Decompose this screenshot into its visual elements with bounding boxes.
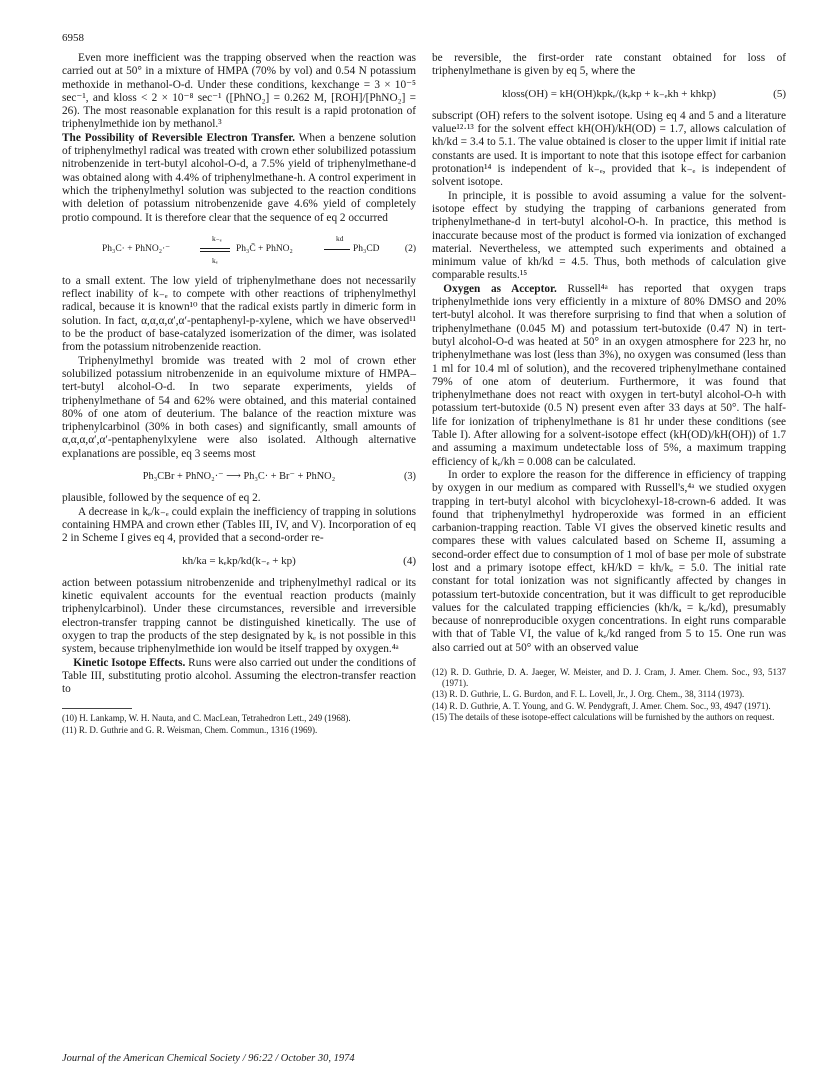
journal-footer: Journal of the American Chemical Society / 96:22 / October 30, 1974: [62, 1053, 355, 1064]
paragraph: In order to explore the reason for the difference in efficiency of trapping by oxygen in our medium as compared with Russell's,⁴ᵃ we studied oxygen trapping in tert-butyl alcohol with bicyclohexyl-18-crown-6 added. It was found that triphenylmethyl hydroperoxide was formed in an efficient carbanion-trapping reaction. Table VI gives the observed kinetic results and compares these with values calculated based on Scheme II, assuming a second-order effect due to consumption of 1 mol of base per mole of substrate lost and a primary isotope effect, kH/kD = kh/kₑ = 5.0. The initial rate constant for total ionization was not significantly affected by changes in potassium tert-butoxide concentration, but it was difficult to get reproducible values for the calculated trapping efficiencies (kh/kₐ = kₑ/kd), presumably because of nonreproducible oxygen concentrations. In eight runs comparable with that of Table VI, the value of kₑ/kd ranged from 5 to 15. One run was also carried out at 50° with an observed value: [432, 468, 786, 654]
section-heading: Oxygen as Acceptor.: [443, 282, 557, 295]
section-paragraph: [62, 132, 416, 225]
paragraph: to a small extent. The low yield of triphenylmethane does not necessarily reflect inability of k₋ₑ to compete with other reactions of triphenylmethyl radical, because it is known¹⁰ that the radical exists partly in dimeric form in solution. In fact, α,α,α,α′,α′-pentaphenyl-p-xylene, which we have observed¹¹ to be the product of base-catalyzed isomerization of the dimer, was isolated from the potassium nitrobenzenide reaction.: [62, 274, 416, 354]
eq5-number: (5): [773, 87, 786, 100]
paragraph: subscript (OH) refers to the solvent isotope. Using eq 4 and 5 and a literature value¹²·¹³ for the solvent effect kH(OH)/kH(OD) = 1.7, allows calculation of kh/kd = 3.4 to 5.1. The value obtained is closer to the upper limit if initial rate constants are used. It is important to note that this isotope effect for carbanion protonation¹⁴ is independent of k₋ₑ, provided that k₋ₑ is independent of solvent isotope.: [432, 109, 786, 189]
section-heading: The Possibility of Reversible Electron Transfer.: [62, 131, 296, 144]
eq2-product: Ph₃CD: [353, 243, 380, 254]
equation-2: [62, 229, 416, 267]
footnote: (12) R. D. Guthrie, D. A. Jaeger, W. Meister, and D. J. Cram, J. Amer. Chem. Soc., 93, 5137 (1971).: [432, 667, 786, 688]
paragraph: be reversible, the first-order rate constant obtained for loss of triphenylmethane is given by eq 5, where the: [432, 52, 786, 78]
eq4-body: kh/ka = kₑkp/kd(k₋ₑ + kp): [182, 554, 296, 567]
footnote: (13) R. D. Guthrie, L. G. Burdon, and F. L. Lovell, Jr., J. Org. Chem., 38, 3114 (1973).: [432, 689, 745, 700]
footnote-rule: [62, 708, 132, 709]
eq2-rate-top: k₋ₑ: [212, 233, 222, 243]
equation-5: [432, 88, 786, 101]
eq2-arrow-forward: [200, 248, 230, 249]
eq2-arrow-kd: [324, 249, 350, 250]
equation-4: [62, 555, 416, 568]
right-column: [432, 52, 786, 724]
footnote: (10) H. Lankamp, W. H. Nauta, and C. MacLean, Tetrahedron Lett., 249 (1968).: [62, 713, 351, 724]
paragraph-text: Runs were also carried out under the conditions of Table III, substituting protio alcohol. Assuming the electron-transfer reaction to: [62, 656, 416, 696]
footnote: (14) R. D. Guthrie, A. T. Young, and G. W. Pendygraft, J. Amer. Chem. Soc., 93, 4947 (1971).: [432, 700, 771, 711]
equation-3: [62, 470, 416, 483]
section-paragraph: [432, 283, 786, 469]
eq2-rate-bottom: kₑ: [212, 255, 218, 265]
section-heading: Kinetic Isotope Effects.: [73, 656, 186, 669]
eq2-intermediate: Ph₃C̄ + PhNO₂: [236, 243, 293, 254]
eq4-number: (4): [403, 554, 416, 567]
eq2-arrow-reverse: [200, 251, 230, 252]
footnotes-right: [432, 667, 786, 723]
paragraph: Even more inefficient was the trapping observed when the reaction was carried out at 50° in a mixture of HMPA (70% by vol) and 0.54 N potassium methoxide in methanol-O-d. Under these conditions, kexchange = 3 × 10⁻⁵ sec⁻¹, and kloss < 2 × 10⁻⁸ sec⁻¹ ([PhNO₂] = 0.262 M, [ROH]/[PhNO₂] = 26). The most reasonable explanation for this result is a rapid protonation of triphenylmethide ion by methanol.³: [62, 52, 416, 131]
page-number: 6958: [62, 32, 84, 44]
paragraph: plausible, followed by the sequence of eq 2.: [62, 492, 261, 505]
footnote: (15) The details of these isotope-effect calculations will be furnished by the authors on request.: [432, 712, 775, 723]
paragraph: Triphenylmethyl bromide was treated with 2 mol of crown ether solubilized potassium nitrobenzenide in an equivolume mixture of HMPA–tert-butyl alcohol-O-d. In two separate experiments, yields of triphenylmethane of 54 and 62% were obtained, and this material contained 80% of one atom of deuterium. The balance of the reaction mixture was triphenylcarbinol (30% in both cases) and significantly, small amounts of α,α,α,α′,α′-pentaphenylxylene were also isolated. Although alternative explanations are possible, eq 3 seems most: [62, 354, 416, 460]
eq3-number: (3): [403, 471, 416, 483]
left-column: [62, 52, 416, 736]
eq2-number: (2): [404, 243, 416, 254]
paragraph: action between potassium nitrobenzenide and triphenylmethyl radical or its kinetic equivalent accounts for the eventual reaction products (mainly triphenylcarbinol). Under these circumstances, reversible and irreversible electron-transfer trapping cannot be distinguished kinetically. The use of oxygen to trap the products of the step designated by kₑ is not possible in this system, because triphenylmethide ion would be itself trapped by oxygen.⁴ᵃ: [62, 576, 416, 656]
paragraph: A decrease in kₑ/k₋ₑ could explain the inefficiency of trapping in solutions containing HMPA and crown ether (Tables III, IV, and V). Incorporation of eq 2 in Scheme I gives eq 4, provided that a second-order re-: [62, 505, 416, 545]
eq5-body: kloss(OH) = kH(OH)kpkₑ/(kₑkp + k₋ₑkh + khkp): [502, 87, 716, 100]
paragraph-text: Russell⁴ᵃ has reported that oxygen traps triphenylmethide ions very efficiently in a mixture of 80% DMSO and 20% tert-butyl alcohol. It was therefore surprising to find that when a solution of triphenylmethane (0.045 M) and potassium tert-butoxide (0.47 N) in tert-butyl alcohol-O-d was heated at 50° in an oxygen atmosphere for 223 hr, no triphenylmethane was lost (less than 3%), no oxygen was consumed (less than 1 ml for 10.4 ml of solution), and the recovered triphenylmethane contained 79% of one atom of deuterium. Furthermore, it was found that triphenylmethane does not react with oxygen in tert-butyl alcohol-O-h with potassium tert-butoxide (0.5 N) present even after 33 days at 50°. The half-life for ionization of triphenylmethane is 81 hr under these conditions (see Table I). After allowing for a solvent-isotope effect (kH(OD)/kH(OH)) of 1.7 and assuming a maximum undetectable loss of 5%, a maximum trapping efficiency of kₑ/kh = 0.008 can be calculated.: [432, 282, 786, 468]
eq2-reactants: Ph₃C· + PhNO₂·⁻: [102, 243, 171, 254]
eq3-body: Ph₃CBr + PhNO₂·⁻ ⟶ Ph₃C· + Br⁻ + PhNO₂: [142, 471, 336, 483]
footnote: (11) R. D. Guthrie and G. R. Weisman, Chem. Commun., 1316 (1969).: [62, 724, 318, 735]
paragraph: In principle, it is possible to avoid assuming a value for the solvent-isotope effect by studying the trapping of carbanions generated from triphenylmethane-d in tert-butyl alcohol-O-h. In practice, this method is inaccurate because most of the product is formed via ionization of exchanged material. Nevertheless, we attempted such experiments and obtained a minimum value of kh/kd = 4.5. Thus, both methods of calculation give comparable results.¹⁵: [432, 189, 786, 282]
eq2-rate-kd: kd: [336, 233, 344, 243]
paragraph-text: When a benzene solution of triphenylmethyl radical was treated with crown ether solubilized potassium nitrobenzenide in tert-butyl alcohol-O-d, a 7.5% yield of triphenylmethane-d was obtained along with 4.4% of triphenylmethane-h. A control experiment in which the triphenylmethyl solution was subjected to the reaction conditions with deletion of potassium nitrobenzenide gave 4.6% yield of completely protio compound. It is therefore clear that the sequence of eq 2 occurred: [62, 131, 417, 224]
section-paragraph: [62, 657, 416, 697]
footnotes-left: [62, 708, 416, 735]
